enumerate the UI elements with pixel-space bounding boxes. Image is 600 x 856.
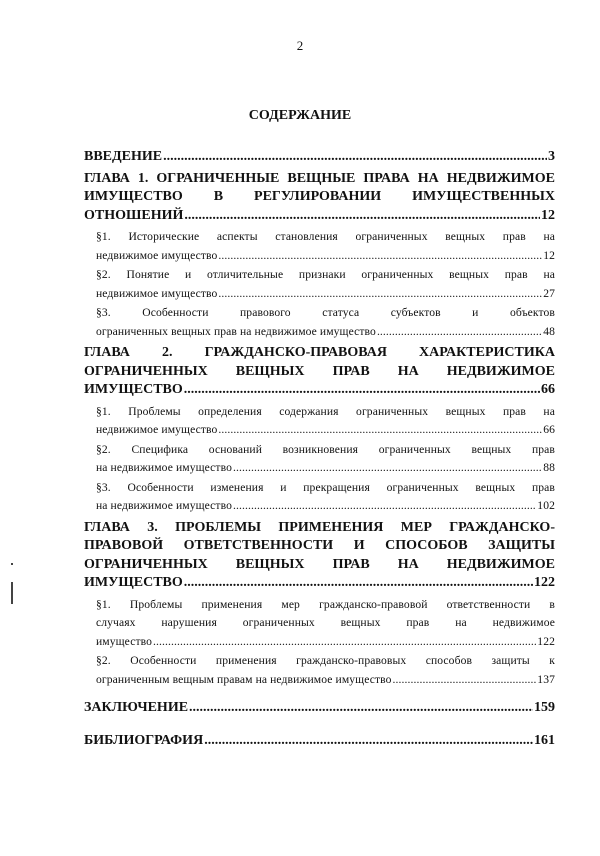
section-title-last-line [96, 323, 555, 342]
toc-section[interactable] [84, 266, 555, 303]
section-title-last-line [96, 421, 555, 440]
toc-page: 137 [537, 672, 555, 686]
chapter-title-line: ИМУЩЕСТВО В РЕГУЛИРОВАНИИ ИМУЩЕСТВЕННЫХ [84, 189, 555, 204]
toc-chapter-2[interactable] [84, 344, 555, 400]
section-title-line: §1. Проблемы определения содержания ограниченных вещных прав на [96, 404, 555, 418]
toc-label: недвижимое имущество [96, 423, 218, 436]
section-title-last-line [96, 459, 555, 478]
leader-dots [377, 323, 542, 342]
toc-page: 3 [548, 149, 555, 164]
leader-dots [184, 207, 540, 226]
chapter-title-last-line [84, 574, 555, 593]
toc-label: БИБЛИОГРАФИЯ [84, 732, 204, 748]
toc-page: 12 [543, 248, 555, 262]
chapter-title-last-line [84, 207, 555, 226]
toc-page: 12 [541, 207, 555, 223]
toc-label: ИМУЩЕСТВО [84, 575, 183, 590]
toc-section[interactable] [84, 479, 555, 516]
chapter-title-line: ГЛАВА 3. ПРОБЛЕМЫ ПРИМЕНЕНИЯ МЕР ГРАЖДАНСКО- [84, 519, 555, 535]
section-title-line: §3. Особенности правового статуса субъектов и объектов [96, 306, 555, 319]
toc-section[interactable] [84, 228, 555, 265]
leader-dots [163, 148, 547, 167]
toc-page: 88 [543, 461, 555, 474]
toc-page: 66 [541, 382, 555, 397]
toc-label: ЗАКЛЮЧЕНИЕ [84, 700, 189, 715]
section-title-line: §1. Проблемы применения мер гражданско-правовой ответственности в [96, 597, 555, 611]
toc-label: ВВЕДЕНИЕ [84, 149, 163, 164]
section-title-last-line [96, 247, 555, 266]
section-title-line: §2. Специфика оснований возникновения ограниченных вещных прав [96, 442, 555, 456]
scan-dot [11, 563, 13, 565]
leader-dots [233, 459, 542, 478]
toc-chapter-1[interactable] [84, 170, 555, 226]
table-of-contents [84, 148, 555, 750]
leader-dots [153, 633, 536, 652]
toc-label: на недвижимое имущество [96, 461, 232, 474]
leader-dots [189, 699, 533, 718]
leader-dots [184, 574, 533, 593]
toc-conclusion[interactable] [84, 699, 555, 718]
toc-section[interactable] [84, 652, 555, 689]
leader-dots [184, 381, 540, 400]
section-title-last-line [96, 497, 555, 516]
toc-label: ИМУЩЕСТВО [84, 382, 183, 397]
leader-dots [218, 421, 542, 440]
toc-page: 159 [534, 700, 555, 715]
chapter-title-last-line [84, 381, 555, 400]
toc-label: недвижимое имущество [96, 248, 218, 262]
toc-label: имущество [96, 634, 153, 648]
toc-page: 102 [537, 499, 555, 512]
leader-dots [233, 497, 536, 516]
toc-page: 122 [534, 575, 555, 590]
toc-section[interactable] [84, 304, 555, 341]
toc-label: на недвижимое имущество [96, 499, 232, 512]
section-title-line: §3. Особенности изменения и прекращения ограниченных вещных прав [96, 480, 555, 494]
chapter-title-line: ПРАВОВОЙ ОТВЕТСТВЕННОСТИ И СПОСОБОВ ЗАЩИТЫ [84, 538, 555, 553]
leader-dots [218, 285, 542, 304]
toc-label: ограниченным вещным правам на недвижимое имущество [96, 672, 392, 686]
section-title-line: случаях нарушения ограниченных вещных прав на недвижимое [96, 616, 555, 629]
leader-dots [393, 671, 537, 690]
section-title-line: §1. Исторические аспекты становления ограниченных вещных прав на [96, 230, 555, 243]
chapter-title-line: ОГРАНИЧЕННЫХ ВЕЩНЫХ ПРАВ НА НЕДВИЖИМОЕ [84, 363, 555, 379]
leader-dots [204, 732, 533, 751]
toc-page: 27 [543, 286, 555, 300]
toc-chapter-3[interactable] [84, 519, 555, 593]
section-title-last-line [96, 285, 555, 304]
section-title-last-line [96, 633, 555, 652]
toc-page: 122 [537, 634, 555, 648]
page-number: 2 [296, 38, 304, 53]
toc-label: недвижимое имущество [96, 286, 218, 300]
toc-bibliography[interactable] [84, 732, 555, 751]
section-title-line: §2. Понятие и отличительные признаки ограниченных вещных прав на [96, 268, 555, 281]
page-title: СОДЕРЖАНИЕ [248, 108, 352, 123]
chapter-title-line: ОГРАНИЧЕННЫХ ВЕЩНЫХ ПРАВ НА НЕДВИЖИМОЕ [84, 556, 555, 572]
scan-mark [11, 582, 13, 604]
toc-page: 48 [543, 324, 555, 338]
toc-label: ограниченных вещных прав на недвижимое имущество [96, 324, 376, 338]
toc-page: 161 [534, 732, 555, 748]
toc-page: 66 [543, 423, 555, 436]
toc-section[interactable] [84, 403, 555, 440]
section-title-last-line [96, 671, 555, 690]
toc-introduction[interactable] [84, 148, 555, 167]
section-title-line: §2. Особенности применения гражданско-правовых способов защиты к [96, 654, 555, 667]
leader-dots [218, 247, 542, 266]
toc-label: ОТНОШЕНИЙ [84, 207, 184, 223]
chapter-title-line: ГЛАВА 1. ОГРАНИЧЕННЫЕ ВЕЩНЫЕ ПРАВА НА НЕДВИЖИМОЕ [84, 170, 555, 186]
toc-section[interactable] [84, 441, 555, 478]
toc-section[interactable] [84, 596, 555, 652]
chapter-title-line: ГЛАВА 2. ГРАЖДАНСКО-ПРАВОВАЯ ХАРАКТЕРИСТИКА [84, 345, 555, 360]
